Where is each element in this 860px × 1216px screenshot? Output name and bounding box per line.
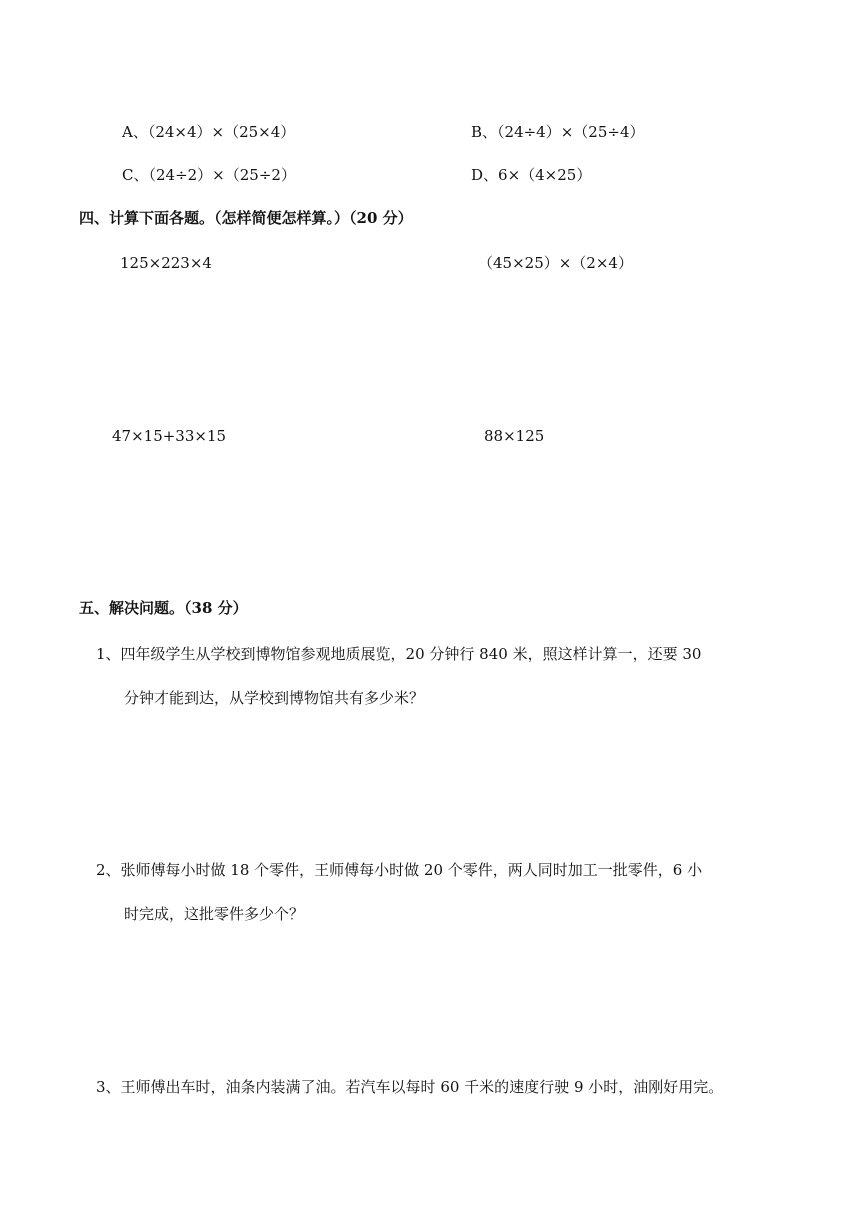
- question-3-line-1: 3、王师傅出车时，油条内装满了油。若汽车以每时 60 千米的速度行驶 9 小时，油刚好用完。: [96, 1078, 724, 1096]
- question-1-line-2: 分钟才能到达，从学校到博物馆共有多少米？: [124, 689, 425, 707]
- section5-heading: 五、解决问题。（38 分）: [79, 599, 248, 617]
- calc-problem-1: 125×223×4: [120, 254, 212, 272]
- calc-problem-2: （45×25）×（2×4）: [478, 254, 633, 272]
- option-c: C、（24÷2）×（25÷2）: [122, 166, 296, 184]
- section4-heading: 四、计算下面各题。（怎样简便怎样算。）（20 分）: [79, 209, 413, 227]
- question-1-line-1: 1、四年级学生从学校到博物馆参观地质展览，20 分钟行 840 米，照这样计算一，还要 30: [96, 645, 702, 663]
- calc-problem-3: 47×15+33×15: [112, 427, 227, 445]
- option-d: D、6×（4×25）: [471, 166, 592, 184]
- question-2-line-2: 时完成，这批零件多少个？: [124, 905, 305, 923]
- option-a: A、（24×4）×（25×4）: [122, 123, 296, 141]
- calc-problem-4: 88×125: [484, 427, 545, 445]
- option-b: B、（24÷4）×（25÷4）: [471, 123, 645, 141]
- question-2-line-1: 2、张师傅每小时做 18 个零件，王师傅每小时做 20 个零件，两人同时加工一批零件，6 小: [96, 861, 703, 879]
